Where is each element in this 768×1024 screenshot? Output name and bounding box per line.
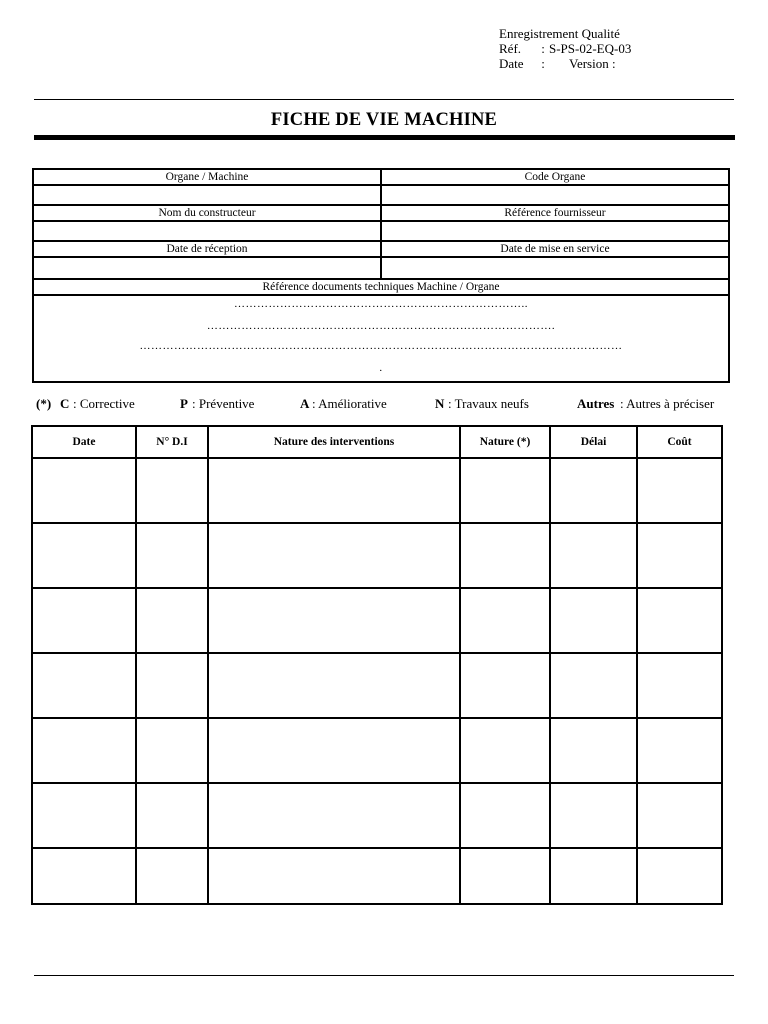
legend-n-key: N <box>435 396 445 411</box>
header-date-label: Date <box>499 56 524 71</box>
numero-di-cell[interactable] <box>136 588 208 653</box>
dotted-line-4: . <box>379 362 383 374</box>
nature-cell[interactable] <box>460 458 550 523</box>
column-header-delai: Délai <box>550 426 637 458</box>
numero-di-cell[interactable] <box>136 523 208 588</box>
date-cell[interactable] <box>32 588 136 653</box>
legend-autres-key: Autres <box>577 396 615 411</box>
nature-cell[interactable] <box>460 523 550 588</box>
column-header-nature-interventions: Nature des interventions <box>208 426 460 458</box>
cout-cell[interactable] <box>637 523 722 588</box>
nature-interventions-cell[interactable] <box>208 653 460 718</box>
legend-c-key: C <box>60 396 70 411</box>
cout-cell[interactable] <box>637 653 722 718</box>
code-organe-label: Code Organe <box>381 169 729 185</box>
nature-interventions-cell[interactable] <box>208 848 460 904</box>
header-version-label: Version : <box>569 56 616 71</box>
date-reception-label: Date de réception <box>33 241 381 257</box>
numero-di-cell[interactable] <box>136 848 208 904</box>
machine-info-table <box>32 168 730 383</box>
date-cell[interactable] <box>32 523 136 588</box>
delai-cell[interactable] <box>550 848 637 904</box>
title-underline <box>34 135 735 140</box>
code-organe-field[interactable] <box>381 185 729 205</box>
date-cell[interactable] <box>32 848 136 904</box>
header-line-enregistrement <box>499 26 631 41</box>
column-header-nature: Nature (*) <box>460 426 550 458</box>
cout-cell[interactable] <box>637 783 722 848</box>
organe-machine-field[interactable] <box>33 185 381 205</box>
delai-cell[interactable] <box>550 783 637 848</box>
date-cell[interactable] <box>32 653 136 718</box>
dotted-line-2: ………………………………………………………………………………. <box>206 320 556 332</box>
cout-cell[interactable] <box>637 718 722 783</box>
nature-cell[interactable] <box>460 718 550 783</box>
nature-cell[interactable] <box>460 848 550 904</box>
cout-cell[interactable] <box>637 588 722 653</box>
delai-cell[interactable] <box>550 718 637 783</box>
table-row <box>32 653 722 718</box>
legend-p-key: P <box>180 396 188 411</box>
date-mise-service-label: Date de mise en service <box>381 241 729 257</box>
column-header-cout: Coût <box>637 426 722 458</box>
column-header-numero-di: N° D.I <box>136 426 208 458</box>
legend-a-text: : Améliorative <box>312 396 387 411</box>
date-reception-field[interactable] <box>33 257 381 279</box>
reference-fournisseur-label: Référence fournisseur <box>381 205 729 221</box>
footer-divider <box>34 975 734 976</box>
document-header <box>499 26 631 71</box>
table-row <box>32 783 722 848</box>
numero-di-cell[interactable] <box>136 653 208 718</box>
date-mise-service-field[interactable] <box>381 257 729 279</box>
reference-documents-field[interactable] <box>33 295 729 382</box>
nature-interventions-cell[interactable] <box>208 783 460 848</box>
nature-cell[interactable] <box>460 783 550 848</box>
table-row <box>32 523 722 588</box>
interventions-table <box>31 425 723 905</box>
legend-n-text: : Travaux neufs <box>448 396 529 411</box>
numero-di-cell[interactable] <box>136 718 208 783</box>
column-header-date: Date <box>32 426 136 458</box>
legend-p-text: : Préventive <box>192 396 255 411</box>
table-row <box>32 458 722 523</box>
table-row <box>32 848 722 904</box>
date-cell[interactable] <box>32 718 136 783</box>
date-cell[interactable] <box>32 458 136 523</box>
organe-machine-label: Organe / Machine <box>33 169 381 185</box>
nature-interventions-cell[interactable] <box>208 458 460 523</box>
reference-fournisseur-field[interactable] <box>381 221 729 241</box>
header-ref-label: Réf. <box>499 41 522 56</box>
legend-c-text: : Corrective <box>73 396 135 411</box>
interventions-body <box>32 458 722 904</box>
table-row <box>32 588 722 653</box>
delai-cell[interactable] <box>550 458 637 523</box>
delai-cell[interactable] <box>550 523 637 588</box>
nom-constructeur-label: Nom du constructeur <box>33 205 381 221</box>
page-title: FICHE DE VIE MACHINE <box>270 110 498 130</box>
header-line-date <box>499 56 631 71</box>
nature-legend <box>36 396 736 412</box>
header-ref-value: S-PS-02-EQ-03 <box>549 41 632 56</box>
nom-constructeur-field[interactable] <box>33 221 381 241</box>
dotted-line-1: ………………………………………………………………….. <box>234 298 528 310</box>
numero-di-cell[interactable] <box>136 783 208 848</box>
legend-a-key: A <box>300 396 310 411</box>
reference-documents-label: Référence documents techniques Machine / Organe <box>33 279 729 295</box>
header-enregistrement: Enregistrement Qualité <box>499 26 620 41</box>
nature-cell[interactable] <box>460 588 550 653</box>
cout-cell[interactable] <box>637 458 722 523</box>
table-row <box>32 718 722 783</box>
nature-interventions-cell[interactable] <box>208 588 460 653</box>
legend-star: (*) <box>36 396 52 411</box>
dotted-line-3: ……………………………………………………………………………………………………………… <box>139 340 623 352</box>
legend-autres-text: : Autres à préciser <box>620 396 715 411</box>
nature-interventions-cell[interactable] <box>208 523 460 588</box>
delai-cell[interactable] <box>550 653 637 718</box>
nature-cell[interactable] <box>460 653 550 718</box>
header-line-ref <box>499 41 631 56</box>
header-date-colon: : <box>541 56 545 71</box>
header-divider <box>34 99 734 100</box>
delai-cell[interactable] <box>550 588 637 653</box>
nature-interventions-cell[interactable] <box>208 718 460 783</box>
cout-cell[interactable] <box>637 848 722 904</box>
header-ref-colon: : <box>541 41 545 56</box>
date-cell[interactable] <box>32 783 136 848</box>
numero-di-cell[interactable] <box>136 458 208 523</box>
